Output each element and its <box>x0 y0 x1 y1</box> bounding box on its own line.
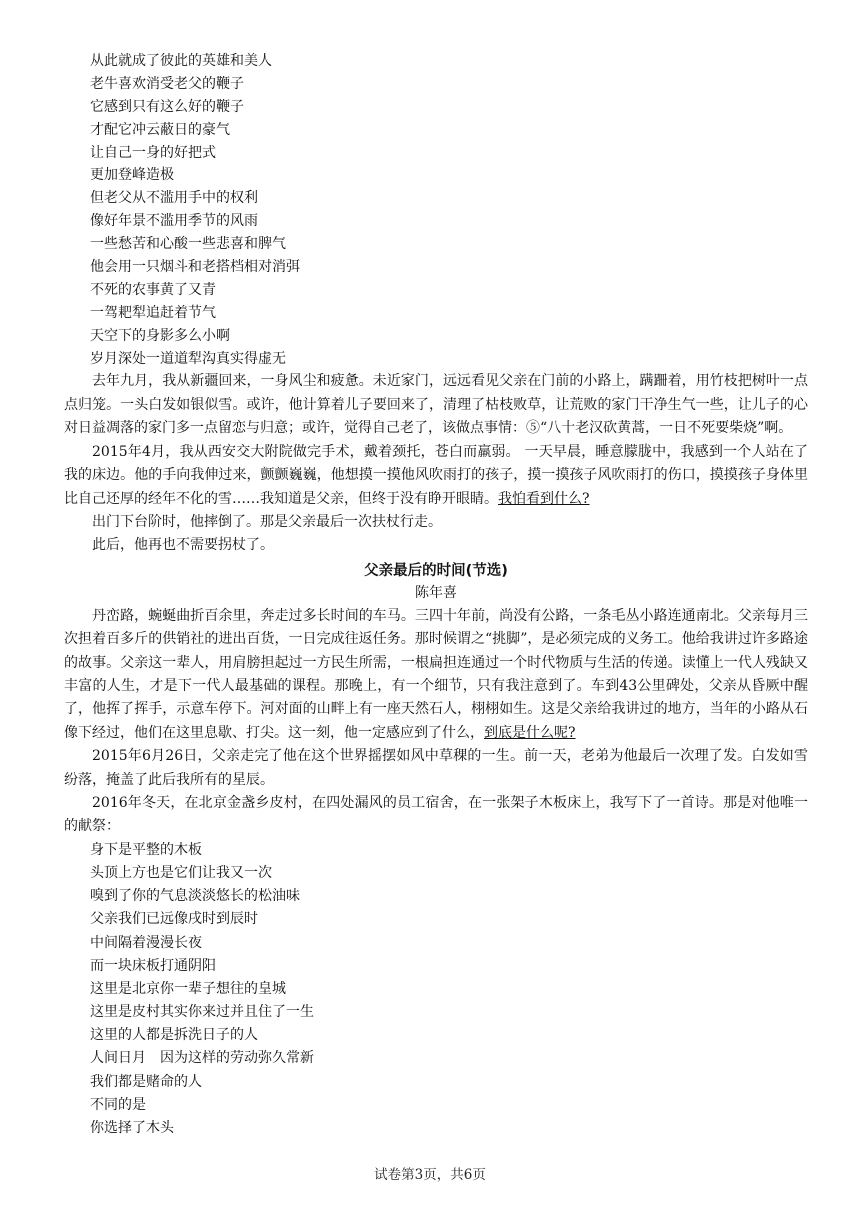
poem1-verse-line: 像好年景不滥用季节的风雨 <box>90 213 258 230</box>
paragraph-no-cane: 此后，他再也不需要拐杖了。 <box>92 537 274 554</box>
poem1-verse-line: 才配它冲云蔽日的豪气 <box>90 121 230 138</box>
underlined-question-what-is-it: 到底是什么呢? <box>484 724 576 741</box>
poem2-verse-line: 头顶上方也是它们让我又一次 <box>90 864 272 881</box>
underlined-question-what-afraid: 我怕看到什么? <box>498 490 590 507</box>
article-title: 父亲最后的时间(节选) <box>364 562 508 579</box>
paragraph-father-passed: 2015年6月26日，父亲走完了他在这个世界摇摆如风中草稞的一生。前一天，老弟为他最后一次理了发。白发如雪纷落，掩盖了此后我所有的星辰。 <box>64 748 808 788</box>
poem1-verse-line: 不死的农事黄了又青 <box>90 281 216 298</box>
page-footer: 试卷第3页，共6页 <box>374 1167 486 1183</box>
poem1-verse-line: 他会用一只烟斗和老搭档相对消弭 <box>90 259 300 276</box>
poem1-verse-line: 从此就成了彼此的英雄和美人 <box>90 53 272 69</box>
poem1-verse-line: 一些愁苦和心酸一些悲喜和脾气 <box>90 236 286 253</box>
poem2-verse-line: 嗅到了你的气息淡淡悠长的松油味 <box>90 888 300 905</box>
poem2-verse-line: 这里的人都是拆洗日子的人 <box>90 1027 258 1044</box>
paragraph-fall: 出门下台阶时，他摔倒了。那是父亲最后一次扶杖行走。 <box>92 513 442 530</box>
poem2-verse-line: 而一块床板打通阴阳 <box>90 957 216 974</box>
paragraph-pi-village: 2016年冬天，在北京金盏乡皮村，在四处漏风的员工宿舍，在一张架子木板床上，我写下了一首诗。那是对他唯一的献祭： <box>64 794 808 835</box>
paragraph-danluan-road-text: 丹峦路，蜿蜒曲折百余里，奔走过多长时间的车马。三四十年前，尚没有公路，一条毛丛小路连通南北。父亲每月三次担着百多斤的供销社的进出百货，一日完成往返任务。那时候谓之“挑脚”，是必须完成的义务工。他给我讲过许多路途的故事。父亲这一辈人，用肩膀担起过一方民生所需，一根扁担连通过一个时代物质与生活的传递。读懂上一代人残缺又丰富的人生，才是下一代人最基础的课程。那晚上，有一个细节，只有我注意到了。车到43公里碑处，父亲从昏厥中醒了，他挥了挥手，示意车停下。河对面的山畔上有一座天然石人，栩栩如生。这是父亲给我讲过的地方，当年的小路从石像下经过，他们在这里息歇、打尖。这一刻，他一定感应到了什么， <box>64 607 808 741</box>
poem2-verse-line: 不同的是 <box>90 1096 146 1113</box>
poem1-verse-line: 它感到只有这么好的鞭子 <box>90 98 244 115</box>
poem2-verse-line: 我们都是赌命的人 <box>90 1073 202 1090</box>
article-author: 陈年喜 <box>415 584 457 601</box>
poem1-verse-line: 让自己一身的好把式 <box>90 144 216 161</box>
poem2-verse-line: 中间隔着漫漫长夜 <box>90 934 202 951</box>
poem1-verse-line: 更加登峰造极 <box>90 167 174 184</box>
poem2-verse-line: 父亲我们已远像戌时到辰时 <box>90 911 258 928</box>
poem-verses-upper <box>64 50 808 370</box>
paragraph-return-home: 去年九月，我从新疆回来，一身风尘和疲惫。未近家门，远远看见父亲在门前的小路上，蹒跚着，用竹枝把树叶一点点归笼。一头白发如银似雪。或许，他计算着儿子要回来了，清理了枯枝败草，让荒败的家门干净生气一些，让儿子的心对日益凋落的家门多一点留恋与归意；或许，觉得自己老了，该做点事情：⑤“八十老汉砍黄蒿，一日不死要柴烧”啊。 <box>64 373 808 437</box>
poem-verses-lower <box>64 839 808 1140</box>
paragraph-danluan-road <box>64 605 808 745</box>
poem1-verse-line: 但老父从不滥用手中的权利 <box>90 190 258 207</box>
paragraph-surgery <box>64 441 808 511</box>
poem2-verse-line: 这里是北京你一辈子想往的皇城 <box>90 980 286 997</box>
page-content <box>64 50 808 1140</box>
poem2-verse-line: 你选择了木头 <box>90 1120 174 1137</box>
poem1-verse-line: 一驾耙犁追赶着节气 <box>90 304 216 321</box>
poem1-verse-line: 老牛喜欢消受老父的鞭子 <box>90 75 244 92</box>
poem2-verse-line: 身下是平整的木板 <box>90 841 202 858</box>
poem1-verse-line: 天空下的身影多么小啊 <box>90 327 230 344</box>
poem1-verse-line: 岁月深处一道道犁沟真实得虚无 <box>90 350 286 367</box>
poem2-verse-line: 人间日月 因为这样的劳动弥久常新 <box>90 1050 314 1067</box>
paragraph-surgery-text: 2015年4月，我从西安交大附院做完手术，戴着颈托，苍白而羸弱。 一天早晨，睡意朦胧中，我感到一个人站在了我的床边。他的手向我伸过来，颤颤巍巍，他想摸一摸他风吹雨打的孩子，摸一摸孩子风吹雨打的伤口，摸摸孩子身体里比自己还厚的经年不化的雪……我知道是父亲，但终于没有睁开眼睛。 <box>64 443 808 507</box>
poem2-verse-line: 这里是皮村其实你来过并且住了一生 <box>90 1004 314 1021</box>
